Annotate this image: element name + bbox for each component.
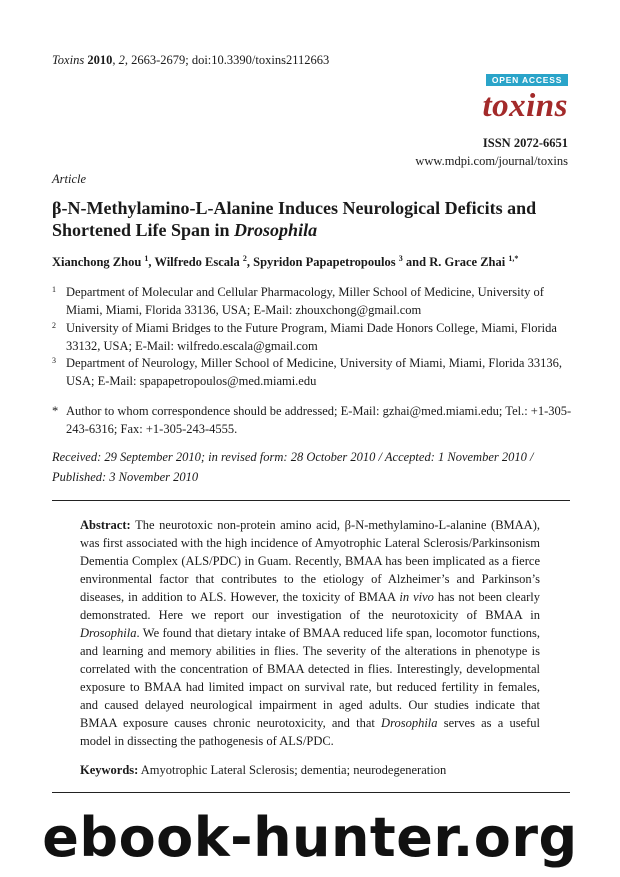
author-list: Xianchong Zhou $^1$, Wilfredo Escala $^2$, Spyridon Papapetropoulos $^3$ and R. Grace Zhai $^{1,*}$ [52,254,519,270]
abstract-italic: Drosophila [381,716,438,730]
keywords-text: Amyotrophic Lateral Sclerosis; dementia; neurodegeneration [138,763,447,777]
author-name: R. Grace Zhai [429,255,506,270]
abstract-italic: in vivo [399,590,434,604]
affiliation-number: 2 [52,321,56,330]
author-name: Xianchong Zhou [52,255,142,270]
affiliation-text: University of Miami Bridges to the Future Program, Miami Dade Honors College, Miami, Florida 33132, USA; E-Mail: wilfredo.escala@gmail.com [66,321,557,353]
abstract-text: . We found that dietary intake of BMAA reduced life span, locomotor functions, and learning and memory abilities in flies. The severity of the alterations in phenotype is correlated with the concentration of BMAA detected in flies. Interestingly, developmental exposure to BMAA had limited impact on survival rate, but reduced fertility in females, and caused delayed neurological impairment in aged adults. Our studies indicate that BMAA exposure causes chronic neurotoxicity, and that [80,626,540,730]
title-italic: Drosophila [234,220,318,240]
affiliation-number: 1 [52,285,56,294]
title-main: β-N-Methylamino-L-Alanine Induces Neurological Deficits and Shortened Life Span in [52,198,537,240]
author-affiliation-marker: 1 [144,254,149,263]
divider [52,792,570,793]
citation-year: 2010 [87,53,113,67]
publication-dates: Received: 29 September 2010; in revised form: 28 October 2010 / Accepted: 1 November 2010 / Published: 3 November 2010 [52,450,534,484]
abstract-text: The neurotoxic non-protein amino acid, β-N-methylamino-L-alanine (BMAA), was first associated with the high incidence of Amyotrophic Lateral Sclerosis/Parkinsonism Dementia Complex (ALS/PDC) in Guam. Recently, BMAA has been implicated as a fierce environmental factor that contributes to the etiology of Alzheimer’s and Parkinson’s diseases, in addition to ALS. However, the toxicity of BMAA [80,518,540,604]
watermark: ebook-hunter.org [42,806,578,869]
author-affiliation-marker: 2 [242,254,247,263]
abstract [80,516,540,750]
correspondence-text: Author to whom correspondence should be addressed; E-Mail: gzhai@med.miami.edu; Tel.: +1-305-243-6316; Fax: +1-305-243-4555. [66,404,572,436]
divider [52,500,570,501]
affiliation-text: Department of Molecular and Cellular Pharmacology, Miller School of Medicine, University of Miami, Miami, Florida 33136, USA; E-Mail: zhouxchong@gmail.com [66,285,544,317]
journal-logo: toxins [482,88,568,124]
abstract-label: Abstract: [80,518,131,532]
keywords [80,763,446,778]
journal-url-link[interactable]: www.mdpi.com/journal/toxins [415,154,568,168]
citation-line: Toxins 2010, 2, 2663-2679; doi:10.3390/toxins2112663 [52,53,330,67]
citation-journal: Toxins [52,53,85,67]
paper-title [52,197,572,241]
author-affiliation-marker: 3 [398,254,403,263]
open-access-badge: OPEN ACCESS [486,74,568,86]
citation-volume: 2 [118,53,125,67]
abstract-text: serves as a useful model in dissecting the pathogenesis of ALS/PDC. [80,716,540,748]
author-name: Wilfredo Escala [154,255,240,270]
correspondence-marker: * [52,404,59,418]
keywords-label: Keywords: [80,763,139,777]
abstract-italic: Drosophila [80,626,137,640]
author-affiliation-marker: 1,* [508,254,519,263]
issn: ISSN 2072-6651 [482,136,568,150]
article-type: Article [52,172,87,186]
abstract-text: has not been clearly demonstrated. Here we report our investigation of the neurotoxicity of BMAA in [80,590,540,622]
author-name: Spyridon Papapetropoulos [253,255,396,270]
citation-doi: , 2663-2679; doi:10.3390/toxins2112663 [124,53,330,67]
affiliation-text: Department of Neurology, Miller School of Medicine, University of Miami, Miami, Florida 33136, USA; E-Mail: spapapetropoulos@med.miami.edu [66,356,562,388]
affiliation-number: 3 [52,356,56,365]
